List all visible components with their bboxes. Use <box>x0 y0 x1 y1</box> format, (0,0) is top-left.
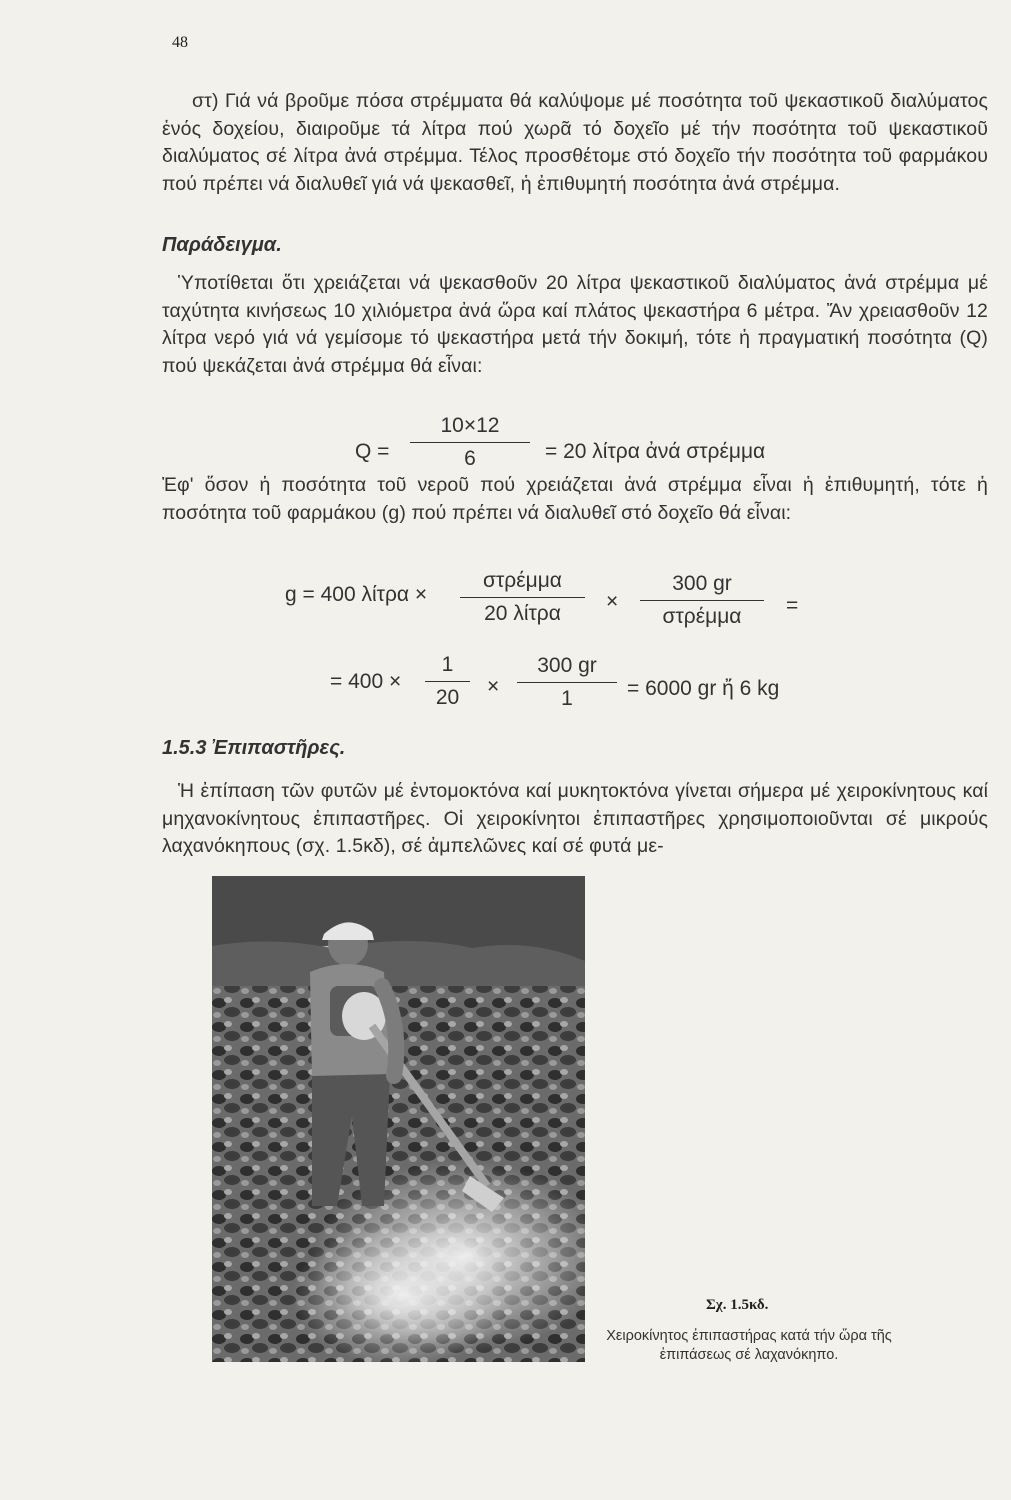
example-paragraph-2: Ἐφ' ὅσον ἡ ποσότητα τοῦ νεροῦ πού χρειάζεται ἀνά στρέμμα εἶναι ἡ ἐπιθυμητή, τότε ἡ ποσότητα τοῦ φαρμάκου (g) πού πρέπει νά διαλυθεῖ στό δοχεῖο θά εἶναι: <box>162 474 988 524</box>
figure-label: Σχ. 1.5κδ. <box>706 1297 769 1313</box>
duster-photo-illustration <box>212 876 585 1362</box>
eq3-f2-denominator: 1 <box>561 687 573 710</box>
eq3-lhs: = 400 × <box>330 670 402 693</box>
eq3-f1-numerator: 1 <box>441 653 454 676</box>
eq2-f2-denominator: στρέμμα <box>662 605 742 628</box>
example-heading: Παράδειγμα. <box>162 234 282 256</box>
figure-caption: Χειροκίνητος ἐπιπαστήρας κατά τήν ὥρα τῆς ἐπιπάσεως σέ λαχανόκηπο. <box>606 1328 892 1363</box>
eq2-lhs: g = 400 λίτρα × <box>285 583 428 606</box>
section-paragraph: Ἡ ἐπίπαση τῶν φυτῶν μέ ἐντομοκτόνα καί μυκητοκτόνα γίνεται σήμερα μέ χειροκίνητους καί μηχανοκίνητους ἐπιπαστῆρες. Οἱ χειροκίνητοι ἐπιπαστῆρες χρησιμοποιοῦνται σέ μικρούς λαχανόκηπους (σχ. 1.5κδ), σέ ἀμπελῶνες καί σέ φυτά με- <box>162 780 988 857</box>
example-paragraph: Ὑποτίθεται ὅτι χρειάζεται νά ψεκασθοῦν 20 λίτρα ψεκαστικοῦ διαλύματος ἀνά στρέμμα μέ ταχύτητα κινήσεως 10 χιλιόμετρα ἀνά ὥρα καί πλάτος ψεκαστήρα 6 μέτρα. Ἄν χρειασθοῦν 12 λίτρα νερό γιά νά γεμίσομε τό ψεκαστήρα μετά τήν δοκιμή, τότε ἡ πραγματική ποσότητα (Q) πού ψεκάζεται ἀνά στρέμμα θά εἶναι: <box>162 272 988 377</box>
eq3-f2-numerator: 300 gr <box>537 654 597 677</box>
eq3-fraction-1 <box>425 653 470 710</box>
figure-photo <box>212 876 585 1362</box>
eq1-fraction <box>410 414 530 471</box>
page-number: 48 <box>172 34 188 51</box>
eq2-times: × <box>606 590 619 613</box>
eq3-rhs: = 6000 gr ἤ 6 kg <box>627 677 780 700</box>
intro-paragraph: στ) Γιά νά βροῦμε πόσα στρέμματα θά καλύψομε μέ ποσότητα τοῦ ψεκαστικοῦ διαλύματος ἑνός δοχείου, διαιροῦμε τά λίτρα πού χωρᾶ τό δοχεῖο μέ τήν ποσότητα τοῦ ψεκαστικοῦ διαλύματος σέ λίτρα ἀνά στρέμμα. Τέλος προσθέτομε στό δοχεῖο τήν ποσότητα τοῦ φαρμάκου πού πρέπει νά διαλυθεῖ γιά νά ψεκασθεῖ, ἡ ἐπιθυμητή ποσότητα ἀνά στρέμμα. <box>162 90 988 195</box>
eq2-f2-numerator: 300 gr <box>672 572 732 595</box>
eq2-fraction-2 <box>640 572 764 629</box>
eq1-lhs: Q = <box>355 440 390 463</box>
eq1-denominator: 6 <box>464 447 476 470</box>
eq3-f1-denominator: 20 <box>435 686 460 709</box>
eq1-rhs: = 20 λίτρα ἀνά στρέμμα <box>545 440 766 463</box>
eq2-equals: = <box>786 594 799 617</box>
eq2-fraction-1 <box>460 569 585 626</box>
section-heading: 1.5.3 Ἐπιπαστῆρες. <box>162 737 346 759</box>
eq3-times: × <box>487 675 500 698</box>
eq1-numerator: 10×12 <box>440 414 500 437</box>
eq2-f1-denominator: 20 λίτρα <box>484 602 561 625</box>
eq3-fraction-2 <box>517 654 617 711</box>
eq2-f1-numerator: στρέμμα <box>483 569 562 592</box>
